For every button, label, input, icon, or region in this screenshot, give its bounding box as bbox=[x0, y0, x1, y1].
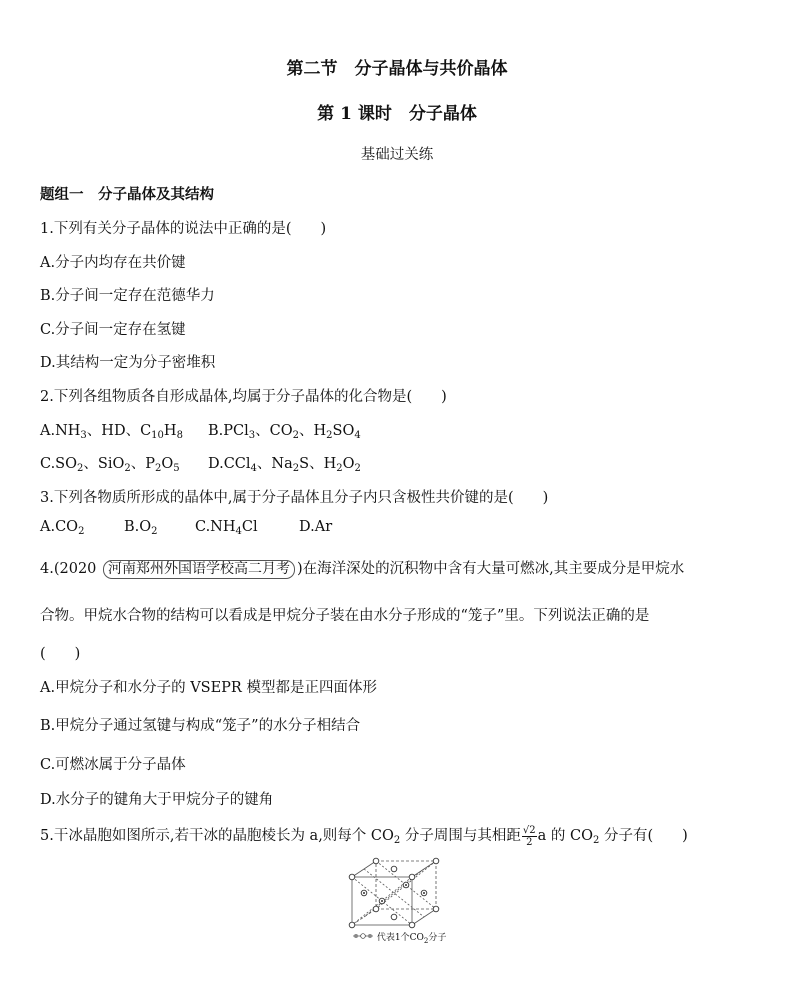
q1-stem: 1.下列有关分子晶体的说法中正确的是( ) bbox=[40, 221, 327, 237]
q4-option-d: D.水分子的键角大于甲烷分子的键角 bbox=[40, 792, 274, 808]
co2-molecule-icon bbox=[352, 932, 374, 943]
q2-stem: 2.下列各组物质各自形成晶体,均属于分子晶体的化合物是( ) bbox=[40, 389, 447, 405]
q2-options-row1 bbox=[40, 419, 361, 440]
q2-options-row2 bbox=[40, 452, 361, 473]
q4-source-tag: 河南郑州外国语学校高二月考 bbox=[103, 560, 295, 579]
q4-option-a: A.甲烷分子和水分子的 VSEPR 模型都是正四面体形 bbox=[40, 680, 377, 696]
q2-option-d: D.CCl$_4$、$Na_2S$、$H_2O_2$ bbox=[208, 456, 361, 474]
q3-options bbox=[40, 519, 332, 535]
q1-option-d: D.其结构一定为分子密堆积 bbox=[40, 355, 216, 371]
dry-ice-unit-cell-figure bbox=[340, 855, 450, 930]
q2-option-b: B.PCl$_3$、$CO_2$、$H_2SO_4$ bbox=[208, 423, 361, 441]
q1-option-b: B.分子间一定存在范德华力 bbox=[40, 288, 215, 304]
q3-option-a: $A.CO_2$ bbox=[40, 519, 85, 537]
lesson-title: 第 1 课时 分子晶体 bbox=[317, 104, 477, 124]
q1-option-c: C.分子间一定存在氢键 bbox=[40, 322, 186, 338]
group-heading: 题组一 分子晶体及其结构 bbox=[40, 186, 214, 203]
q2-option-c: $C.SO_2$、SiO$_2$、$P_2O_5$ bbox=[40, 456, 180, 474]
q5-stem: 5.干冰晶胞如图所示,若干冰的晶胞棱长为 a,则每个 $CO_2$ 分子周围与其相距 $\frac{√2}{2}$ a 的 $CO_2$ 分子有( ) bbox=[40, 824, 688, 848]
section-title: 第二节 分子晶体与共价晶体 bbox=[286, 59, 508, 79]
subtitle: 基础过关练 bbox=[360, 147, 434, 163]
q4-line3: ( ) bbox=[40, 646, 81, 662]
q3-stem: 3.下列各物质所形成的晶体中,属于分子晶体且分子内只含极性共价键的是( ) bbox=[40, 490, 549, 506]
figure-legend: 代表1个$CO_2$分子 bbox=[352, 930, 446, 943]
q4-line2: 合物。甲烷水合物的结构可以看成是甲烷分子装在由水分子形成的“笼子”里。下列说法正确的是 bbox=[40, 608, 650, 624]
q1-option-a: A.分子内均存在共价键 bbox=[40, 255, 186, 271]
q3-option-d: D.Ar bbox=[299, 519, 333, 535]
q4-option-c: C.可燃冰属于分子晶体 bbox=[40, 757, 186, 773]
sqrt2-over-2-fraction: $\frac{√2}{2}$ bbox=[522, 824, 536, 848]
q3-option-c: $C.NH_4Cl$ bbox=[195, 519, 258, 537]
q4-line1: 4.(2020 河南郑州外国语学校高二月考 )在海洋深处的沉积物中含有大量可燃冰,其主要成分是甲烷水 bbox=[40, 561, 685, 577]
q4-option-b: B.甲烷分子通过氢键与构成“笼子”的水分子相结合 bbox=[40, 718, 361, 734]
q3-option-b: $B.O_2$ bbox=[124, 519, 158, 537]
q2-option-a: $A.NH_3$、HD、$C_{10}H_8$ bbox=[40, 423, 183, 441]
